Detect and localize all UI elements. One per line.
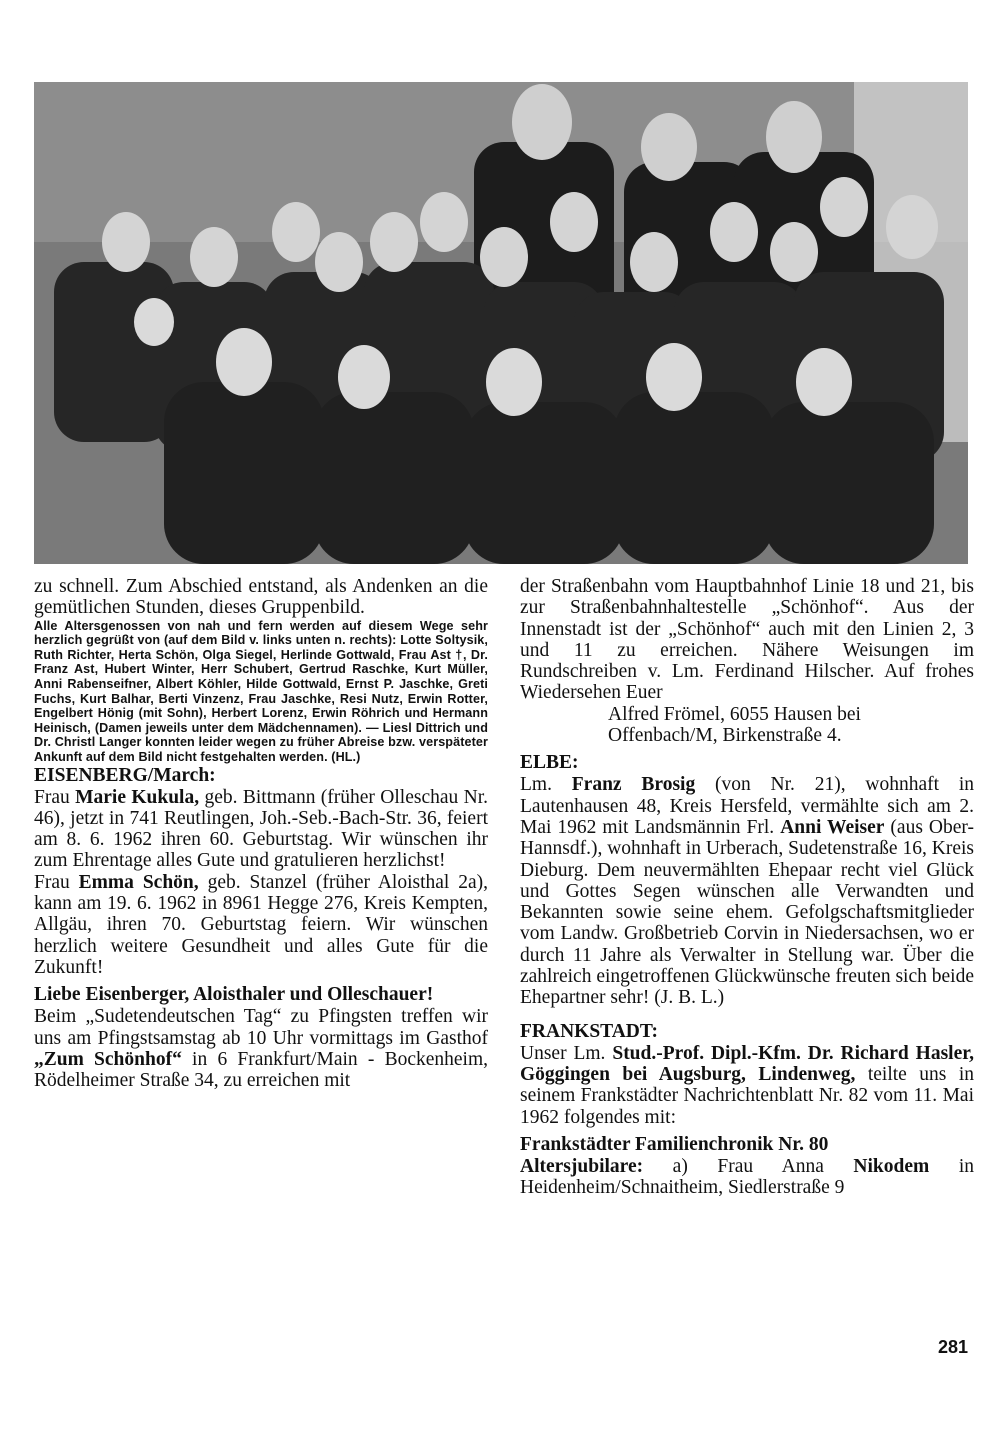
- right-column: [520, 576, 974, 1198]
- page-number: 281: [938, 1337, 969, 1357]
- section-heading: Frankstädter Familienchronik Nr. 80: [520, 1133, 829, 1155]
- paragraph: Frau Marie Kukula, geb. Bittmann (früher Olleschau Nr. 46), jetzt in 741 Reutlingen, Joh.-Seb.-Bach-Str. 36, feiert am 8. 6. 1962 ihren 60. Geburtstag. Wir wünschen ihr zum Ehrentage alles Gute und gratulieren herzlichst!: [34, 786, 488, 872]
- paragraph: zu schnell. Zum Abschied entstand, als Andenken an die gemütlichen Stunden, dieses Gruppenbild.: [34, 576, 488, 619]
- signature-line: Offenbach/M, Birkenstraße 4.: [608, 725, 842, 747]
- section-heading: FRANKSTADT:: [520, 1020, 658, 1042]
- paragraph: Frau Emma Schön, geb. Stanzel (früher Aloisthal 2a), kann am 19. 6. 1962 in 8961 Hegge 276, Kreis Kempten, Allgäu, ihren 70. Geburtstag feiern. Wir wünschen herzlich weitere Gesundheit und alles Gute für die Zukunft!: [34, 871, 489, 978]
- section-heading: EISENBERG/March:: [34, 764, 216, 786]
- group-photo: [34, 82, 968, 564]
- section-heading: Liebe Eisenberger, Aloisthaler und Olleschauer!: [34, 984, 434, 1006]
- signature-line: Alfred Frömel, 6055 Hausen bei: [608, 703, 861, 725]
- paragraph: Unser Lm. Stud.-Prof. Dipl.-Kfm. Dr. Richard Hasler, Göggingen bei Augsburg, Lindenweg, teilte uns in seinem Frankstädter Nachrichtenblatt Nr. 82 vom 11. Mai 1962 folgendes mit:: [520, 1042, 974, 1128]
- paragraph: Beim „Sudetendeutschen Tag“ zu Pfingsten treffen wir uns am Pfingstsamstag ab 10 Uhr vormittags im Gasthof „Zum Schönhof“ in 6 Frankfurt/Main - Bockenheim, Rödelheimer Straße 34, zu erreichen mit: [34, 1006, 488, 1092]
- paragraph: Lm. Franz Brosig (von Nr. 21), wohnhaft in Lautenhausen 48, Kreis Hersfeld, vermählte sich am 2. Mai 1962 mit Landsmännin Frl. Anni Weiser (aus Ober-Hannsdf.), wohnhaft in Urberach, Sudetenstraße 16, Kreis Dieburg. Dem neuvermählten Ehepaar recht viel Glück und Gottes Segen wünschen alle Verwandten und Bekannten sowie seine ehem. Gefolgschaftsmitglieder vom Landw. Großbetrieb Corvin in Niedersachsen, wo er durch 11 Jahre als Verwalter in Stellung war. Über die zahlreich eingetroffenen Glückwünsche freuten sich beide Ehepartner sehr! (J. B. L.): [520, 774, 974, 1009]
- left-column: [34, 576, 488, 1091]
- paragraph: der Straßenbahn vom Hauptbahnhof Linie 18 und 21, bis zur Straßenbahnhaltestelle „Schönhof“. Aus der Innenstadt ist der „Schönhof“ auch mit den Linien 2, 3 und 11 zu erreichen. Nähere Weisungen im Rundschreiben v. Lm. Ferdinand Hilscher. Auf frohes Wiedersehen Euer: [520, 576, 974, 704]
- group-photo-illustration: [34, 82, 968, 564]
- photo-caption: Alle Altersgenossen von nah und fern werden auf diesem Wege sehr herzlich gegrüßt von (auf dem Bild v. links unten n. rechts): Lotte Soltysik, Ruth Richter, Herta Schön, Olga Siegel, Herlinde Gottwald, Frau Ast †, Dr. Franz Ast, Hubert Winter, Herr Schubert, Gertrud Raschke, Kurt Müller, Anni Rabenseifner, Albert Köhler, Hilde Gottwald, Ernst P. Jaschke, Greti Fuchs, Kurt Balhar, Berti Vinzenz, Frau Jaschke, Resi Nutz, Erwin Rotter, Engelbert Hönig (mit Sohn), Herbert Lorenz, Erwin Röhrich und Hermann Heinisch, (Damen jeweils unter dem Mädchennamen). — Liesl Dittrich und Dr. Christl Langer konnten leider wegen zu früher Abreise bzw. verspäteter Ankunft auf dem Bild nicht festgehalten werden. (HL.): [34, 618, 488, 764]
- paragraph: Altersjubilare: a) Frau Anna Nikodem in Heidenheim/Schnaitheim, Siedlerstraße 9: [520, 1155, 974, 1199]
- section-heading: ELBE:: [520, 752, 579, 774]
